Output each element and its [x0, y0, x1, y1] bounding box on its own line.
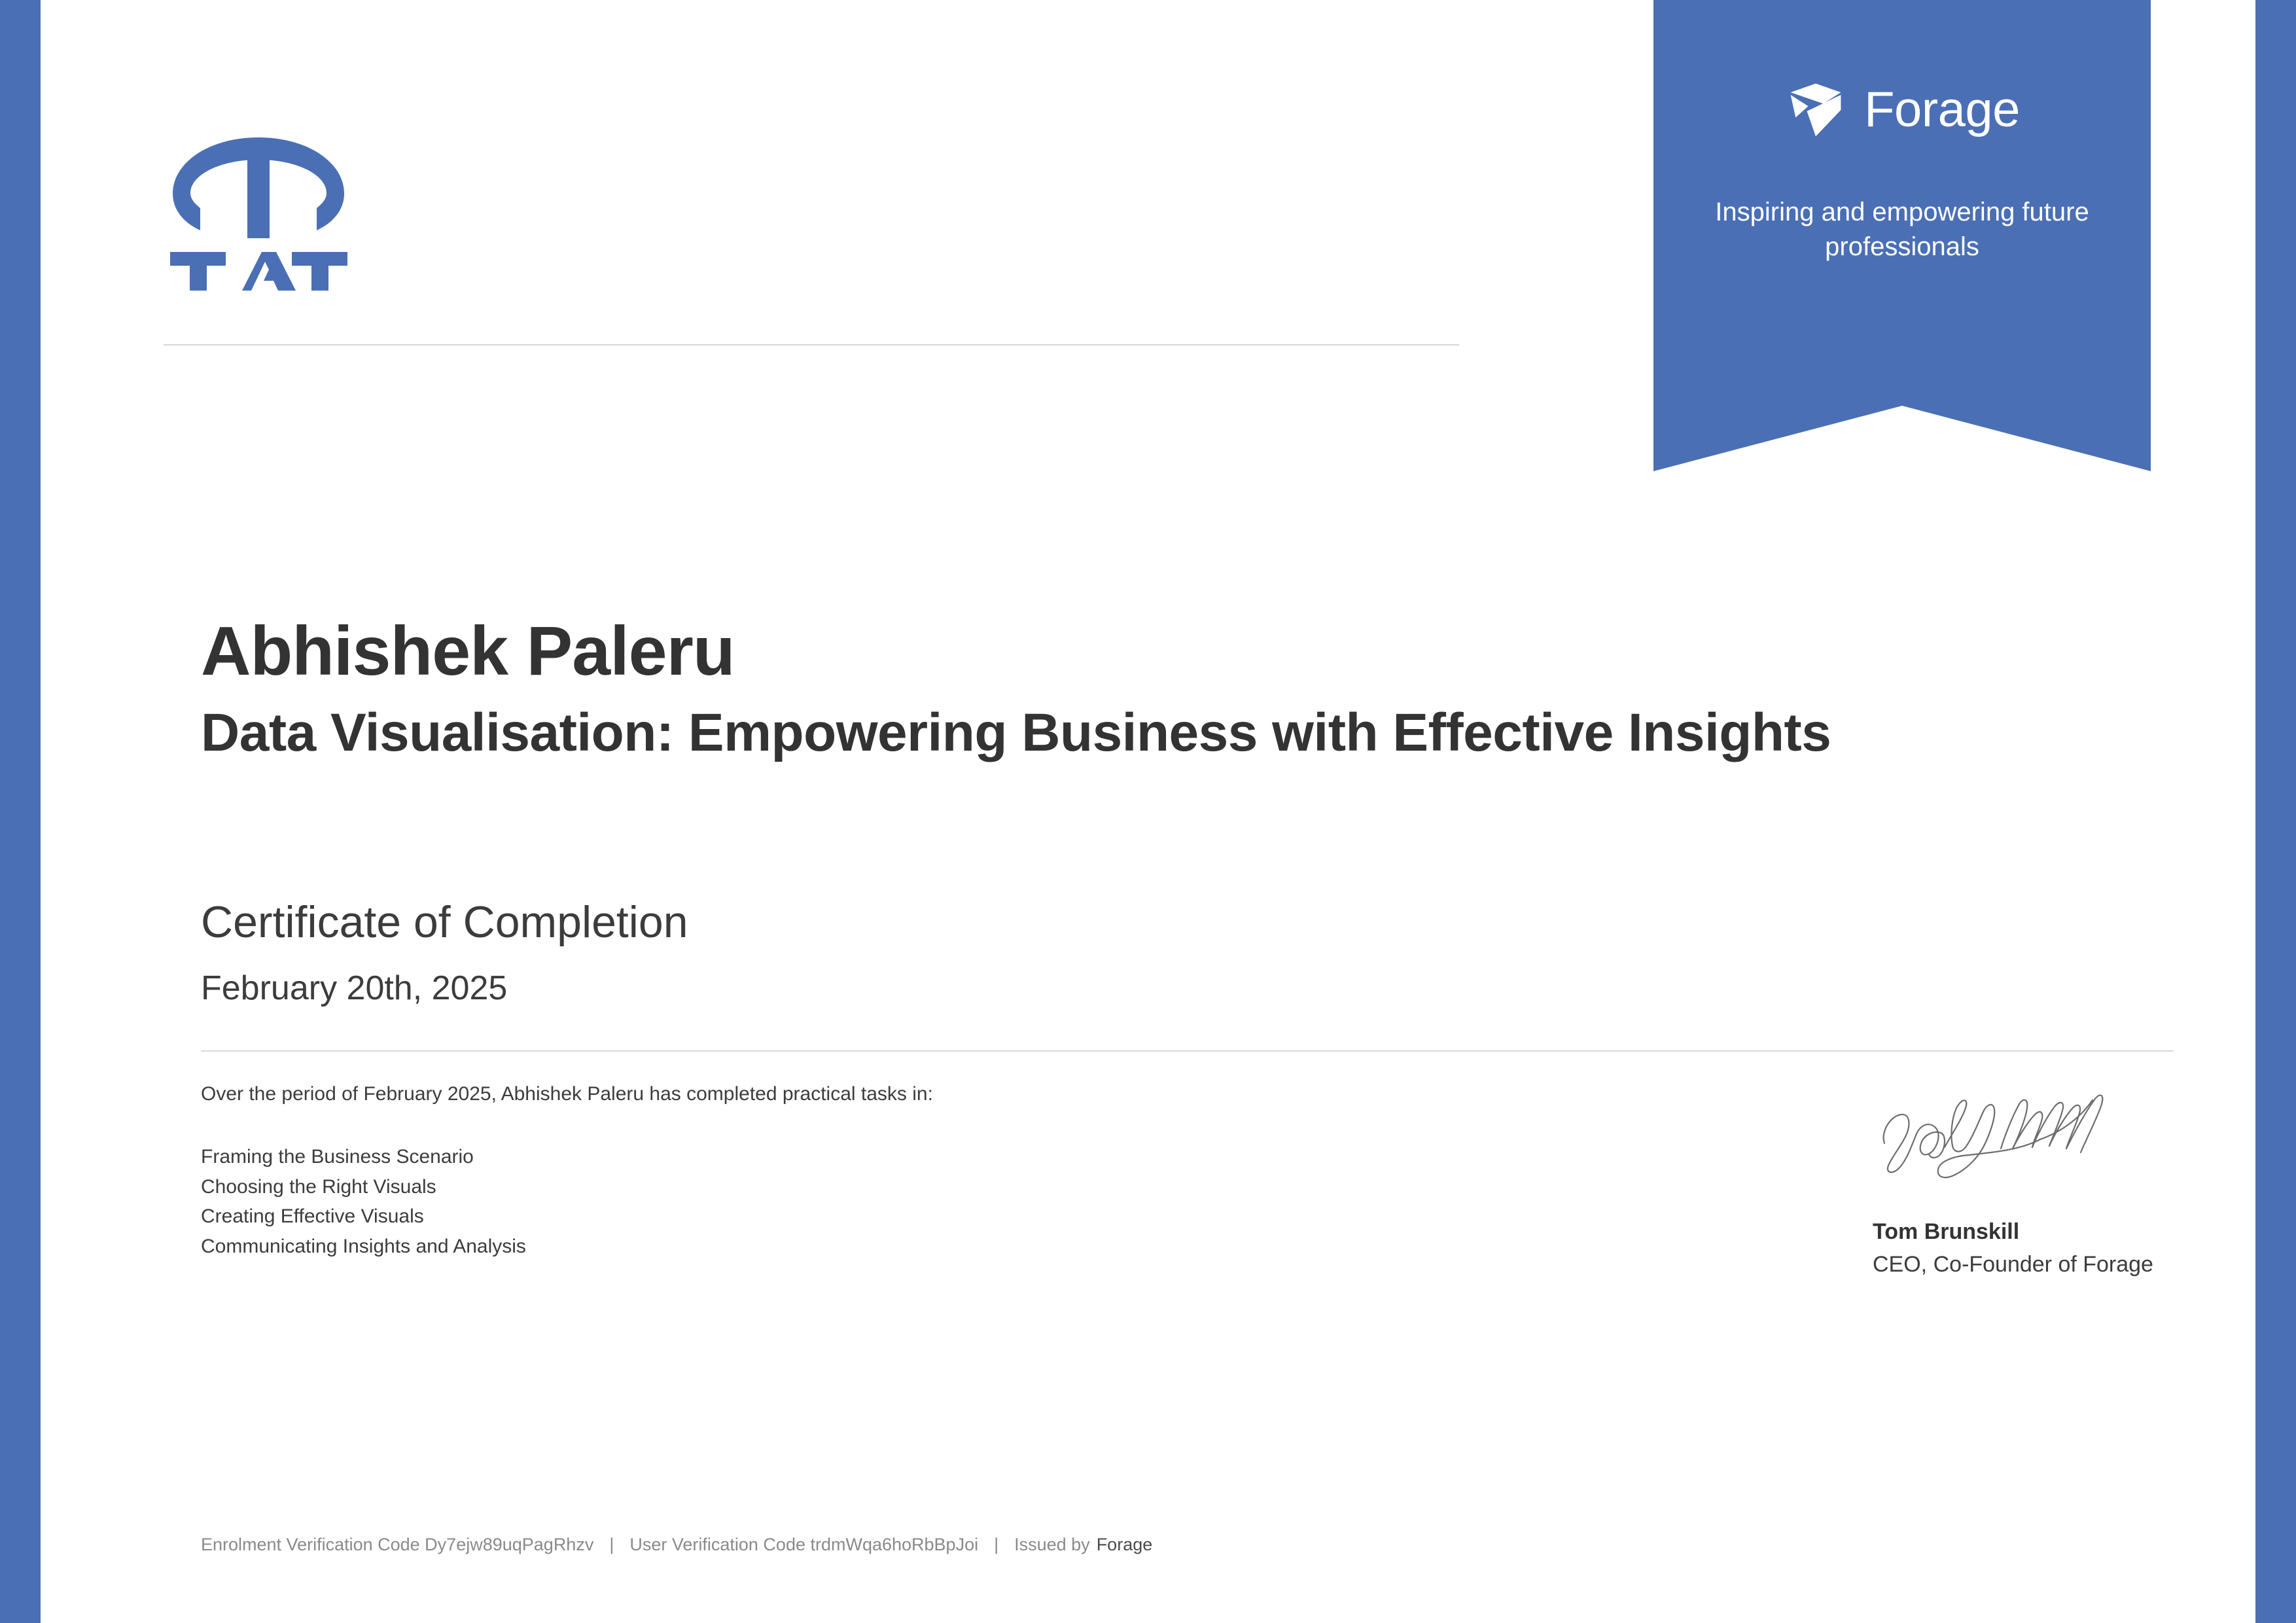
- certificate-page: [41, 0, 2255, 1623]
- user-verification-code: User Verification Code trdmWqa6hoRbBpJoi: [629, 1535, 979, 1554]
- list-item: Framing the Business Scenario: [201, 1146, 474, 1168]
- forage-wordmark: Forage: [1864, 82, 2020, 137]
- certificate-date: February 20th, 2025: [201, 969, 508, 1007]
- enrolment-verification-code: Enrolment Verification Code Dy7ejw89uqPagRhzv: [201, 1535, 594, 1554]
- list-item: Choosing the Right Visuals: [201, 1175, 436, 1198]
- signatory-name: Tom Brunskill: [1873, 1219, 2020, 1244]
- left-border-rail: [0, 0, 41, 1623]
- completion-period-text: Over the period of February 2025, Abhishek Paleru has completed practical tasks in:: [201, 1083, 933, 1105]
- footer-separator: |: [609, 1535, 614, 1554]
- ribbon-tail: [1653, 406, 2151, 471]
- forage-diamond-icon: [1784, 79, 1847, 141]
- issued-by-label: Issued by: [1014, 1535, 1090, 1554]
- forage-ribbon: [1653, 0, 2151, 471]
- ribbon-tagline: Inspiring and empowering future professionals: [1715, 198, 2089, 261]
- tata-logo: [164, 131, 353, 294]
- issuer-name: Forage: [1096, 1535, 1153, 1554]
- course-title: Data Visualisation: Empowering Business with Effective Insights: [201, 703, 1831, 762]
- body-divider: [201, 1050, 2174, 1052]
- right-border-rail: [2255, 0, 2296, 1623]
- forage-lockup: [1653, 79, 2151, 141]
- signature-block: [1873, 1070, 2187, 1279]
- list-item: Communicating Insights and Analysis: [201, 1235, 526, 1257]
- footer-separator: |: [994, 1535, 999, 1554]
- header-divider: [164, 344, 1459, 346]
- certificate-footer: [201, 1535, 1152, 1555]
- task-list: [201, 1142, 526, 1261]
- signatory-role: CEO, Co-Founder of Forage: [1873, 1252, 2153, 1277]
- recipient-name: Abhishek Paleru: [201, 613, 735, 690]
- signature-image: [1873, 1070, 2121, 1201]
- certificate-type: Certificate of Completion: [201, 897, 688, 947]
- certificate-header: [41, 0, 2255, 353]
- ribbon-content: [1653, 0, 2151, 264]
- list-item: Creating Effective Visuals: [201, 1205, 424, 1228]
